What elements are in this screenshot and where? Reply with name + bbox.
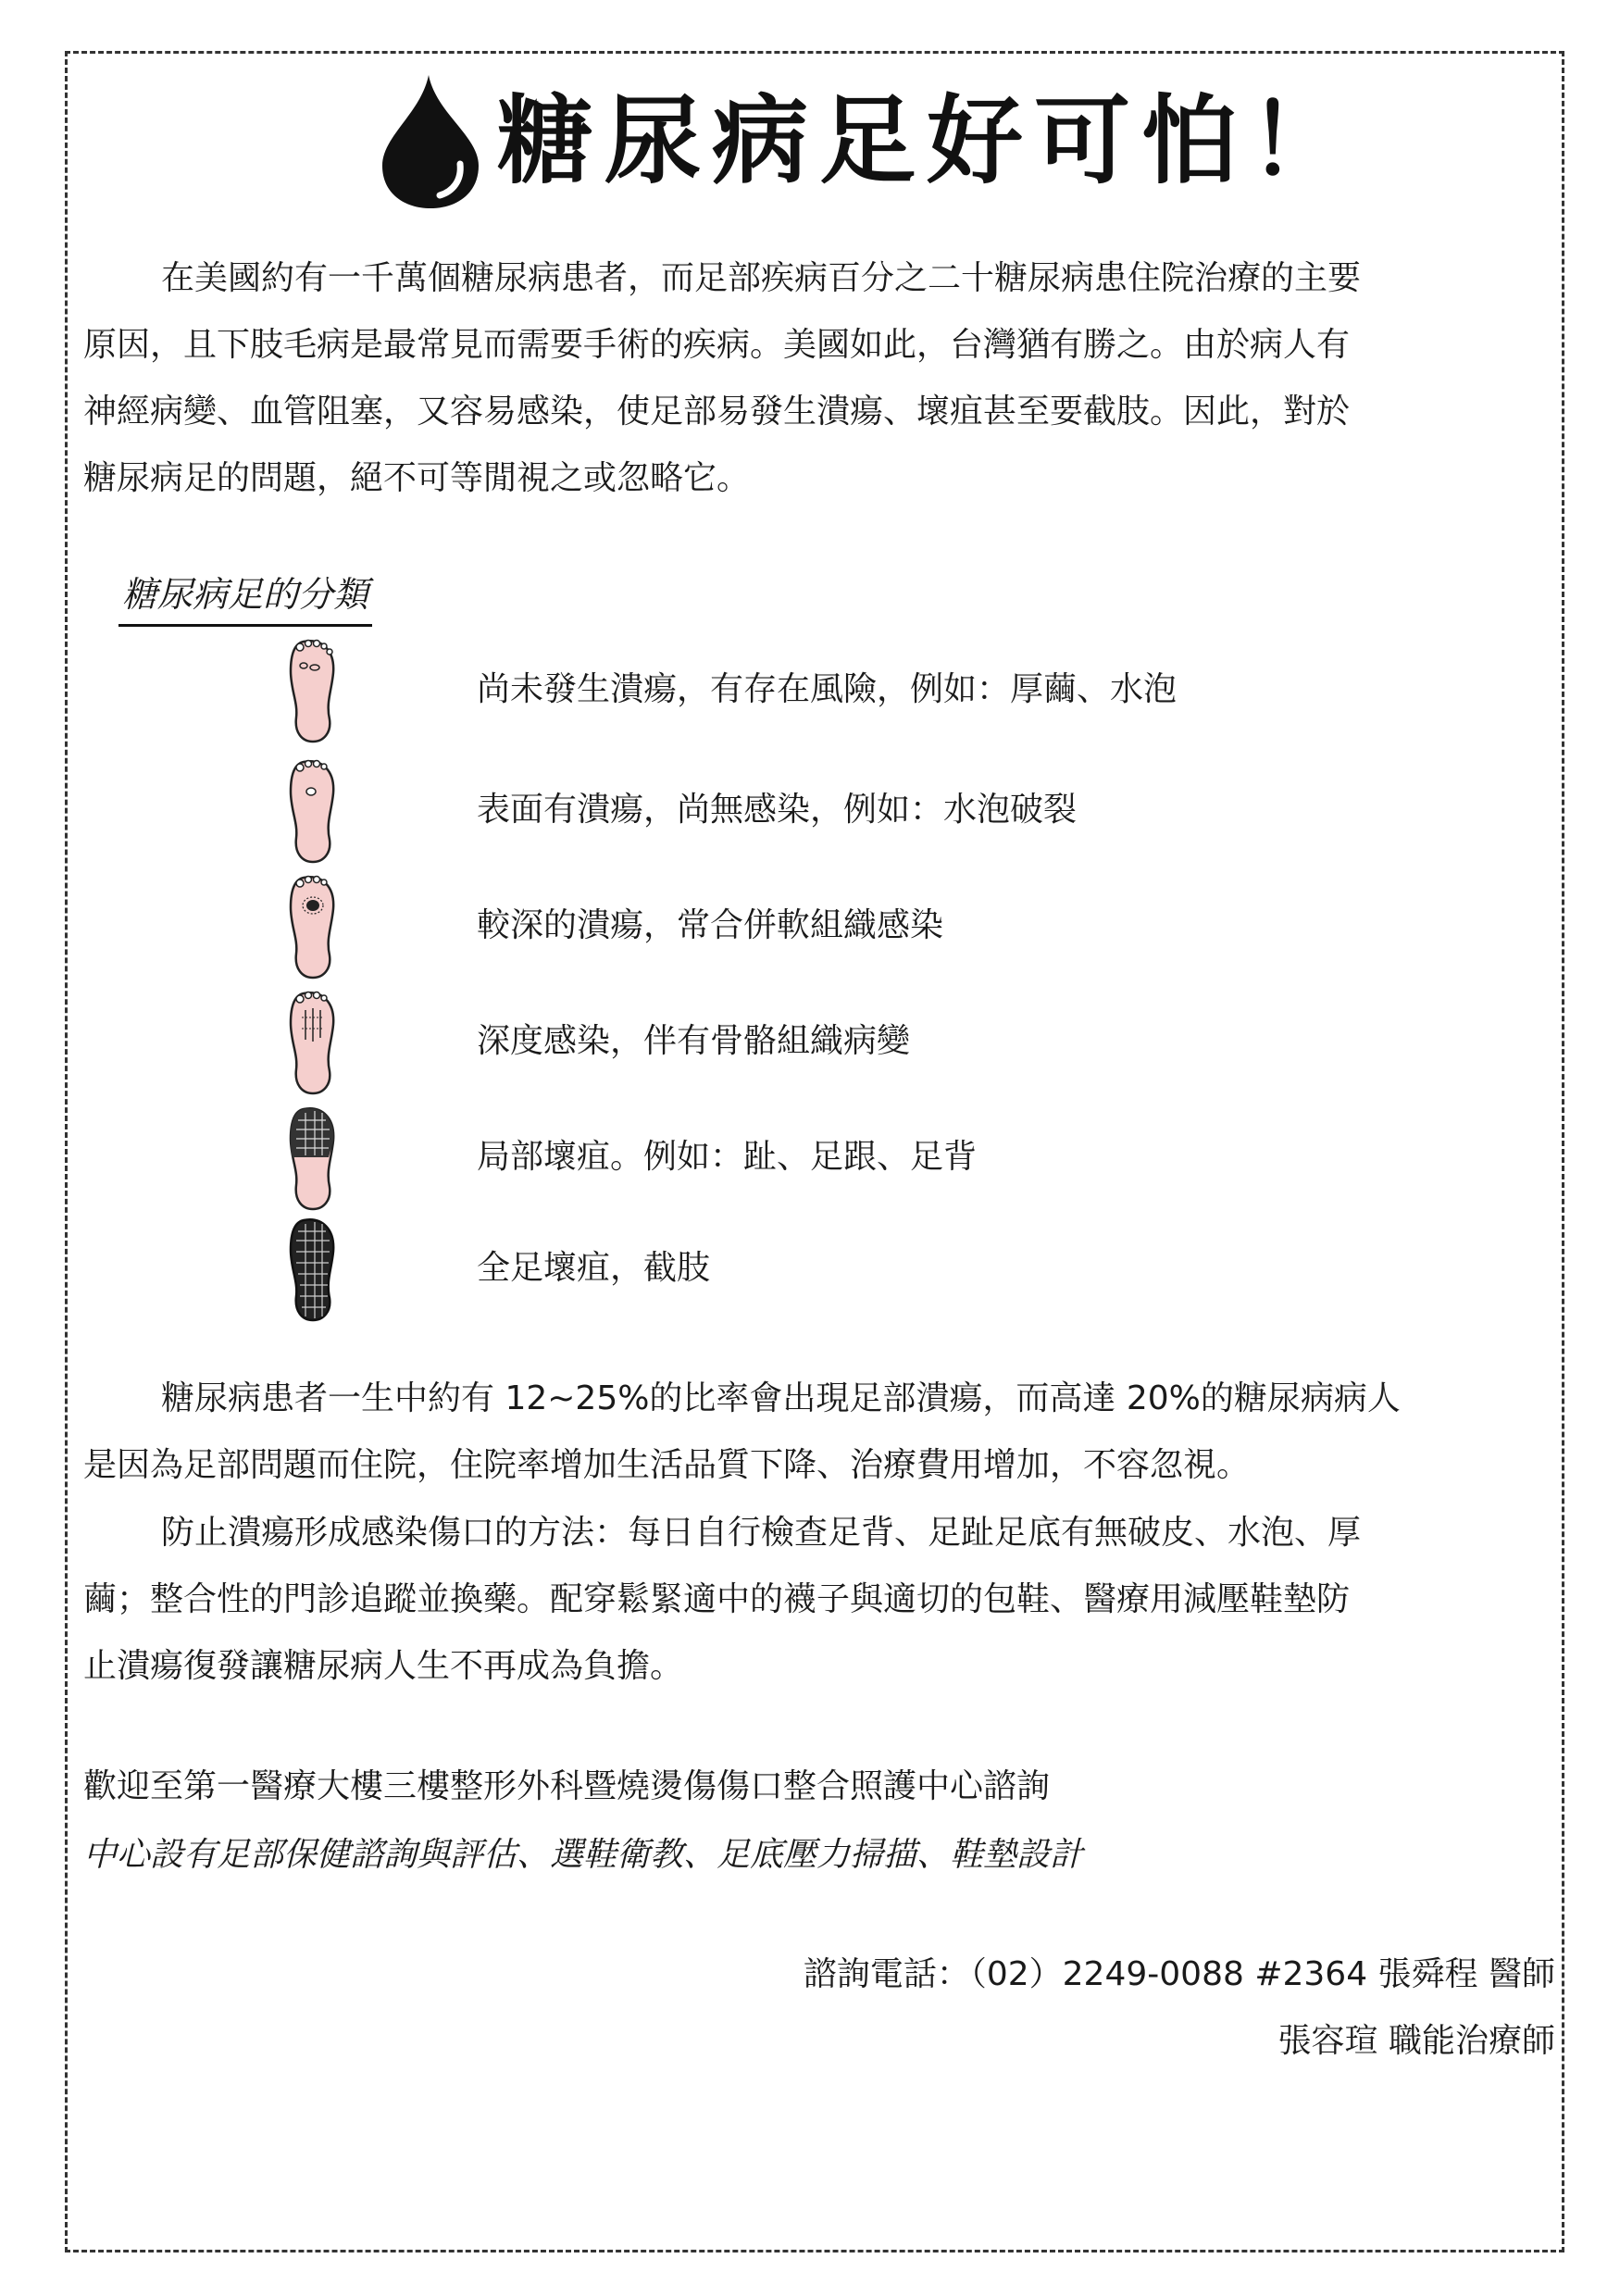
classification-item [278,755,1296,866]
classification-item [278,870,1296,981]
classification-text: 較深的潰瘍，常合併軟組織感染 [477,906,944,944]
foot-superficial-ulcer-icon [278,755,352,866]
classification-item [278,1213,1296,1324]
foot-deep-ulcer-icon [278,870,352,981]
blood-drop-icon [375,71,486,210]
prevention-line: 防止潰瘍形成感染傷口的方法：每日自行檢查足背、足趾足底有無破皮、水泡、厚 [161,1514,1362,1552]
clinic-services-text: 中心設有足部保健諮詢與評估、選鞋衛教、足底壓力掃描、鞋墊設計 [83,1836,1084,1874]
prevention-line: 繭；整合性的門診追蹤並換藥。配穿鬆緊適中的襪子與適切的包鞋、醫療用減壓鞋墊防 [83,1580,1351,1618]
foot-bone-infection-icon [278,986,352,1097]
classification-text: 深度感染，伴有骨骼組織病變 [477,1022,911,1060]
classification-text: 全足壞疽，截肢 [477,1249,711,1287]
intro-line: 在美國約有一千萬個糖尿病患者，而足部疾病百分之二十糖尿病患住院治療的主要 [161,259,1362,297]
page-title: 糖尿病足好可怕！ [497,84,1357,197]
stats-line: 糖尿病患者一生中約有 12~25%的比率會出現足部潰瘍，而高達 20%的糖尿病病人 [161,1379,1401,1417]
prevention-line: 止潰瘍復發讓糖尿病人生不再成為負擔。 [83,1647,684,1685]
contact-therapist-line: 張容瑄 職能治療師 [1277,2022,1555,2060]
intro-line: 糖尿病足的問題，絕不可等閒視之或忽略它。 [83,459,751,497]
prevention-paragraph [83,1500,1546,1700]
stats-line: 是因為足部問題而住院，住院率增加生活品質下降、治療費用增加，不容忽視。 [83,1446,1251,1484]
classification-item [278,986,1296,1097]
intro-line: 原因，且下肢毛病是最常見而需要手術的疾病。美國如此，台灣猶有勝之。由於病人有 [83,326,1351,364]
foot-total-gangrene-icon [278,1213,352,1324]
classification-item [278,1102,1296,1213]
foot-risk-icon [278,634,352,745]
foot-partial-gangrene-icon [278,1102,352,1213]
classification-text: 局部壞疽。例如：趾、足跟、足背 [477,1138,978,1176]
classification-text: 表面有潰瘍，尚無感染，例如：水泡破裂 [477,791,1078,829]
classification-item [278,634,1296,745]
contact-phone-line: 諮詢電話：（02）2249-0088 #2364 張舜程 醫師 [803,1955,1555,1993]
intro-paragraph [83,245,1546,512]
classification-heading: 糖尿病足的分類 [118,567,372,627]
intro-line: 神經病變、血管阻塞，又容易感染，使足部易發生潰瘍、壞疽甚至要截肢。因此，對於 [83,393,1351,430]
stats-paragraph [83,1366,1546,1499]
clinic-welcome-text: 歡迎至第一醫療大樓三樓整形外科暨燒燙傷傷口整合照護中心諮詢 [83,1767,1051,1805]
classification-text: 尚未發生潰瘍，有存在風險，例如：厚繭、水泡 [477,670,1178,708]
title-row [375,57,1356,224]
